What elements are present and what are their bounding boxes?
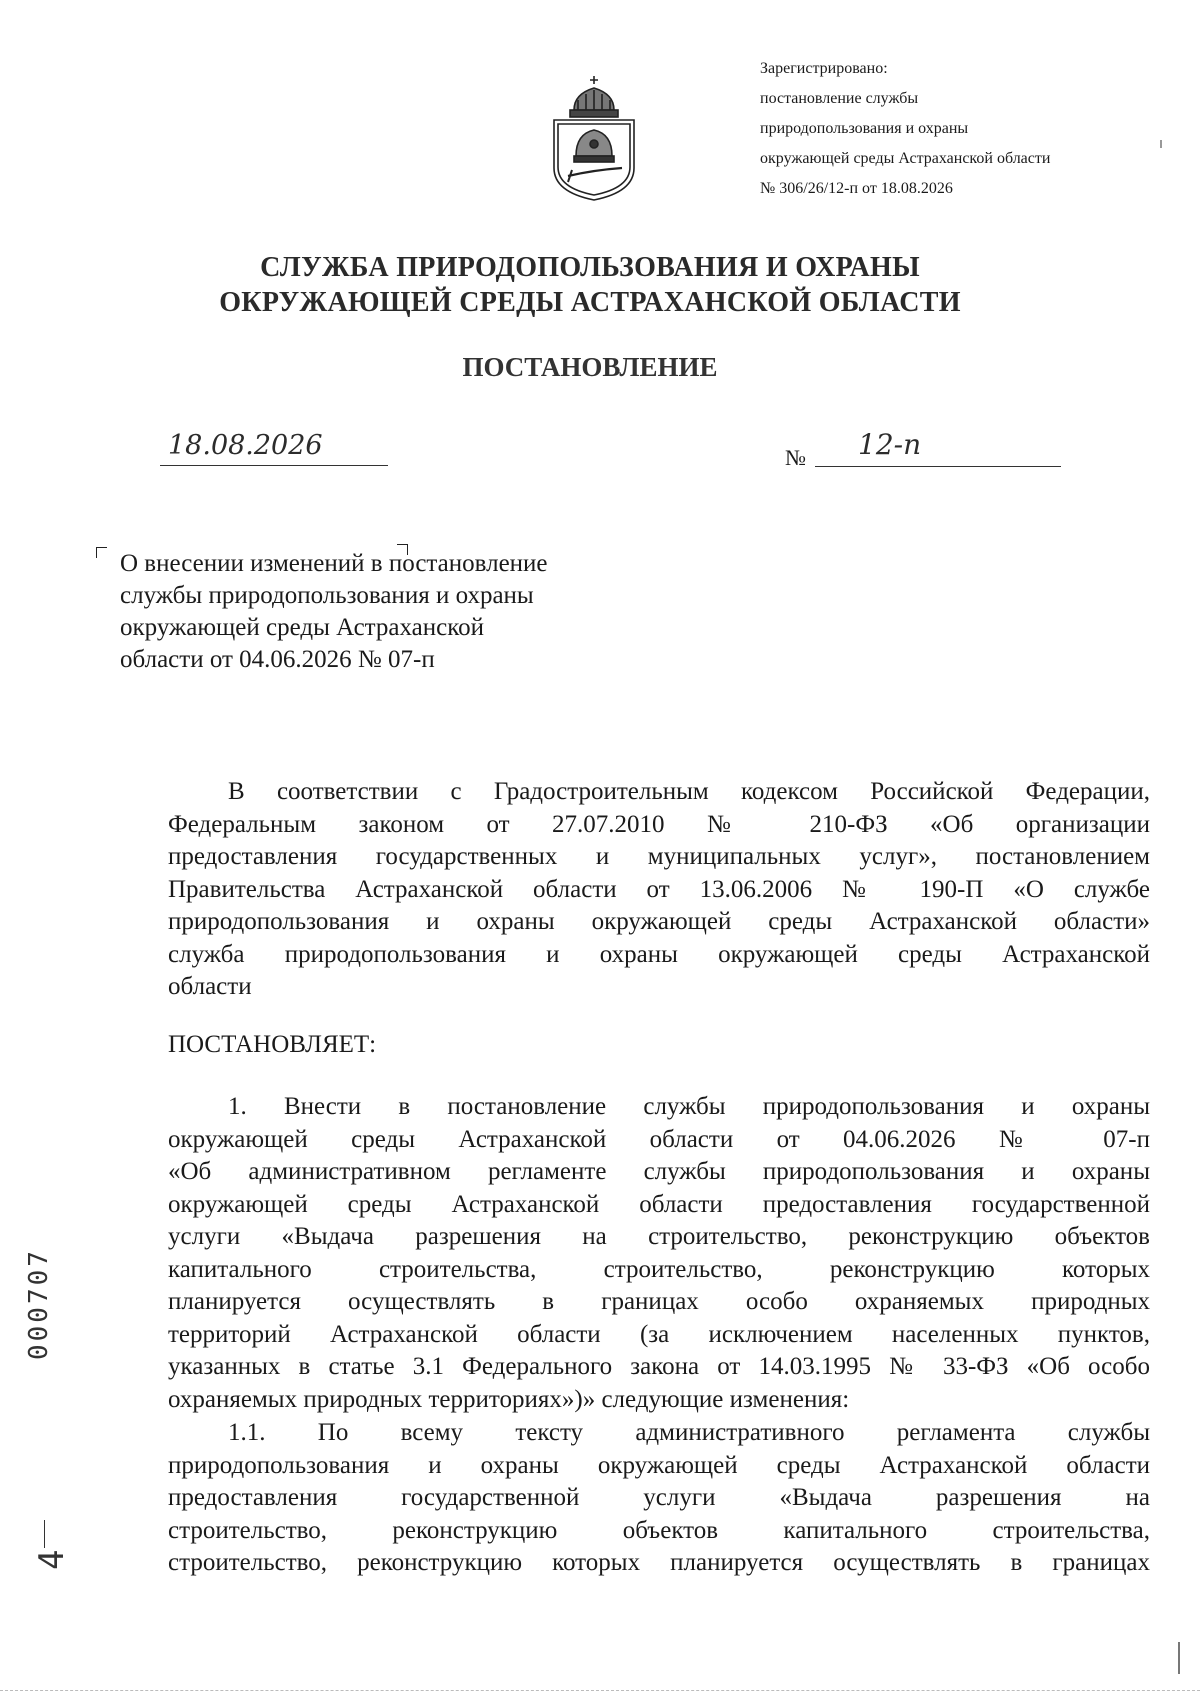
text-line: природопользования и охраны окружающей среды Астраханской области bbox=[168, 1451, 1150, 1479]
margin-dash bbox=[44, 1520, 45, 1548]
text-line: строительство, реконструкцию которых планируется осуществлять в границах bbox=[168, 1549, 1150, 1576]
text-line: 1.1. По всему тексту административного регламента службы bbox=[228, 1419, 1150, 1446]
text-line: окружающей среды Астраханской области от 04.06.2026 № 07-п bbox=[168, 1125, 1150, 1153]
number-underline bbox=[815, 466, 1061, 467]
organization-line-1: СЛУЖБА ПРИРОДОПОЛЬЗОВАНИЯ И ОХРАНЫ bbox=[260, 252, 920, 283]
subject-corner-mark bbox=[96, 547, 107, 558]
registration-line: природопользования и охраны bbox=[760, 120, 969, 137]
scan-edge bbox=[0, 1690, 1200, 1692]
text-line: области bbox=[168, 973, 252, 1000]
item-1-paragraph bbox=[168, 1091, 1150, 1416]
subject-line: области от 04.06.2026 № 07-п bbox=[120, 646, 435, 673]
text-line: территорий Астраханской области (за исключением населенных пунктов, bbox=[168, 1320, 1150, 1348]
text-line: В соответствии с Градостроительным кодексом Российской Федерации, bbox=[228, 778, 1150, 805]
text-line: Правительства Астраханской области от 13.06.2006 № 190-П «О службе bbox=[168, 875, 1150, 903]
item-1-1-paragraph bbox=[168, 1417, 1150, 1580]
preamble-paragraph bbox=[168, 776, 1150, 1004]
text-line: Федеральным законом от 27.07.2010 № 210-ФЗ «Об организации bbox=[168, 810, 1150, 838]
resolves-heading bbox=[168, 1029, 1150, 1062]
subject-line: окружающей среды Астраханской bbox=[120, 614, 484, 641]
text-line: строительство, реконструкцию объектов капитального строительства, bbox=[168, 1516, 1150, 1544]
text-line: «Об административном регламенте службы природопользования и охраны bbox=[168, 1158, 1150, 1185]
handwritten-number: 12-п bbox=[858, 428, 922, 461]
organization-line-2: ОКРУЖАЮЩЕЙ СРЕДЫ АСТРАХАНСКОЙ ОБЛАСТИ bbox=[219, 287, 961, 318]
document-subject bbox=[120, 548, 660, 676]
organization-name bbox=[190, 250, 990, 320]
document-type: ПОСТАНОВЛЕНИЕ bbox=[462, 352, 718, 382]
text-line: ПОСТАНОВЛЯЕТ: bbox=[168, 1031, 377, 1058]
text-line: указанных в статье 3.1 Федерального закона от 14.03.1995 № 33-ФЗ «Об особо bbox=[168, 1353, 1150, 1380]
text-line: охраняемых природных территориях»)» следующие изменения: bbox=[168, 1385, 850, 1413]
registration-number: № 306/26/12-п от 18.08.2026 bbox=[760, 180, 953, 197]
text-line: служба природопользования и охраны окружающей среды Астраханской bbox=[168, 940, 1150, 968]
text-line: природопользования и охраны окружающей среды Астраханской области» bbox=[168, 908, 1150, 935]
number-label: № bbox=[785, 445, 806, 470]
text-line: 1. Внести в постановление службы природопользования и охраны bbox=[228, 1093, 1150, 1120]
text-line: планируется осуществлять в границах особо охраняемых природных bbox=[168, 1288, 1150, 1315]
scan-mark bbox=[1178, 1642, 1180, 1674]
date-underline bbox=[160, 465, 388, 466]
subject-line: О внесении изменений в постановление bbox=[120, 550, 548, 577]
registration-stamp bbox=[760, 54, 1160, 204]
registration-line: постановление службы bbox=[760, 90, 919, 107]
text-line: капитального строительства, строительство, реконструкцию которых bbox=[168, 1255, 1150, 1283]
margin-page-number: 4 bbox=[32, 1549, 72, 1570]
subject-line: службы природопользования и охраны bbox=[120, 582, 534, 609]
registration-line: окружающей среды Астраханской области bbox=[760, 150, 1051, 167]
text-line: окружающей среды Астраханской области предоставления государственной bbox=[168, 1190, 1150, 1218]
scan-mark bbox=[1160, 140, 1162, 148]
text-line: предоставления государственных и муниципальных услуг», постановлением bbox=[168, 843, 1150, 870]
handwritten-date: 18.08.2026 bbox=[168, 430, 323, 461]
text-line: предоставления государственной услуги «Выдача разрешения на bbox=[168, 1484, 1150, 1511]
coat-of-arms-icon bbox=[548, 72, 640, 204]
registration-line: Зарегистрировано: bbox=[760, 60, 888, 77]
margin-serial-number: 000707 bbox=[24, 1248, 54, 1360]
text-line: услуги «Выдача разрешения на строительство, реконструкцию объектов bbox=[168, 1223, 1150, 1250]
